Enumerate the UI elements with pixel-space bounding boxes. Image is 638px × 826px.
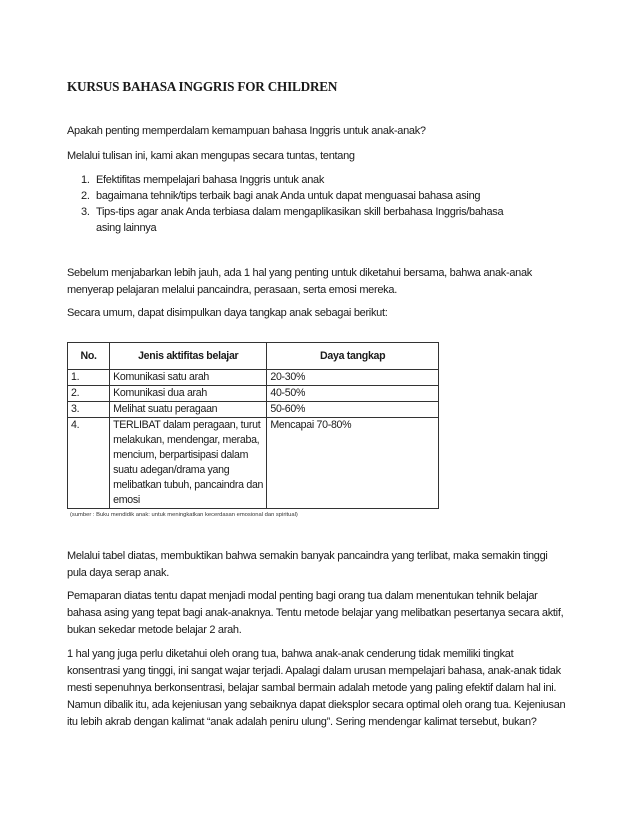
table-cell: 4. bbox=[68, 418, 110, 509]
table-row bbox=[68, 370, 439, 386]
table-cell: 1. bbox=[68, 370, 110, 386]
table-source-note: (sumber : Buku mendidik anak: untuk meningkatkan kecerdasan emosional dan spiritual) bbox=[70, 512, 298, 518]
column-header: No. bbox=[68, 343, 110, 370]
paragraph-3: Melalui tabel diatas, membuktikan bahwa semakin banyak pancaindra yang terlibat, maka semakin tinggi pula daya serap anak. bbox=[67, 550, 548, 579]
table-cell: Melihat suatu peragaan bbox=[110, 402, 267, 418]
table-cell: Komunikasi satu arah bbox=[110, 370, 267, 386]
list-number: 2. bbox=[81, 190, 90, 202]
list-number: 1. bbox=[81, 174, 90, 186]
paragraph-4: Pemaparan diatas tentu dapat menjadi modal penting bagi orang tua dalam menentukan tehnik belajar bahasa asing yang tepat bagi anak-anaknya. Tentu metode belajar yang melibatkan pesertanya secara aktif, bukan sekedar metode belajar 2 arah. bbox=[67, 590, 564, 636]
table-header-row bbox=[68, 343, 439, 370]
column-header: Jenis aktifitas belajar bbox=[110, 343, 267, 370]
table-cell: 3. bbox=[68, 402, 110, 418]
list-text: Tips-tips agar anak Anda terbiasa dalam mengaplikasikan skill berbahasa Inggris/bahasa asing lainnya bbox=[96, 206, 504, 234]
intro-question: Apakah penting memperdalam kemampuan bahasa Inggris untuk anak-anak? bbox=[67, 125, 426, 137]
table-cell: 2. bbox=[68, 386, 110, 402]
column-header: Daya tangkap bbox=[267, 343, 439, 370]
list-text: bagaimana tehnik/tips terbaik bagi anak Anda untuk dapat menguasai bahasa asing bbox=[96, 190, 481, 202]
paragraph-5: 1 hal yang juga perlu diketahui oleh orang tua, bahwa anak-anak cenderung tidak memiliki tingkat konsentrasi yang tinggi, ini sangat wajar terjadi. Apalagi dalam urusan mempelajari bahasa, anak-anak tidak mesti sepenuhnya berkonsentrasi, belajar sambal bermain adalah metode yang paling efektif dalam hal ini. Namun dibalik itu, ada kejeniusan yang sebaiknya dapat dieksplor secara optimal oleh orang tua. Kejeniusan itu lebih akrab dengan kalimat “anak adalah peniru ulung”. Sering mendengar kalimat tersebut, bukan? bbox=[67, 648, 566, 728]
capture-table bbox=[67, 342, 439, 509]
page-title: KURSUS BAHASA INGGRIS FOR CHILDREN bbox=[67, 79, 338, 94]
table-cell: 40-50% bbox=[267, 386, 439, 402]
list-item bbox=[67, 172, 569, 188]
intro-lead: Melalui tulisan ini, kami akan mengupas secara tuntas, tentang bbox=[67, 150, 355, 162]
list-text: Efektifitas mempelajari bahasa Inggris untuk anak bbox=[96, 174, 325, 186]
table-row bbox=[68, 418, 439, 509]
table-cell: Mencapai 70-80% bbox=[267, 418, 439, 509]
table-cell: Komunikasi dua arah bbox=[110, 386, 267, 402]
table-row bbox=[68, 386, 439, 402]
paragraph-2: Secara umum, dapat disimpulkan daya tangkap anak sebagai berikut: bbox=[67, 307, 388, 319]
list-number: 3. bbox=[81, 206, 90, 218]
list-item bbox=[67, 188, 569, 204]
table-cell: TERLIBAT dalam peragaan, turut melakukan, mendengar, meraba, mencium, berpartisipasi dalam suatu adegan/drama yang melibatkan tubuh, pancaindra dan emosi bbox=[110, 418, 267, 509]
paragraph-1: Sebelum menjabarkan lebih jauh, ada 1 hal yang penting untuk diketahui bersama, bahwa anak-anak menyerap pelajaran melalui pancaindra, perasaan, serta emosi mereka. bbox=[67, 267, 533, 296]
table-row bbox=[68, 402, 439, 418]
list-item bbox=[67, 204, 569, 236]
table-cell: 20-30% bbox=[267, 370, 439, 386]
table-cell: 50-60% bbox=[267, 402, 439, 418]
topic-list bbox=[67, 172, 569, 236]
